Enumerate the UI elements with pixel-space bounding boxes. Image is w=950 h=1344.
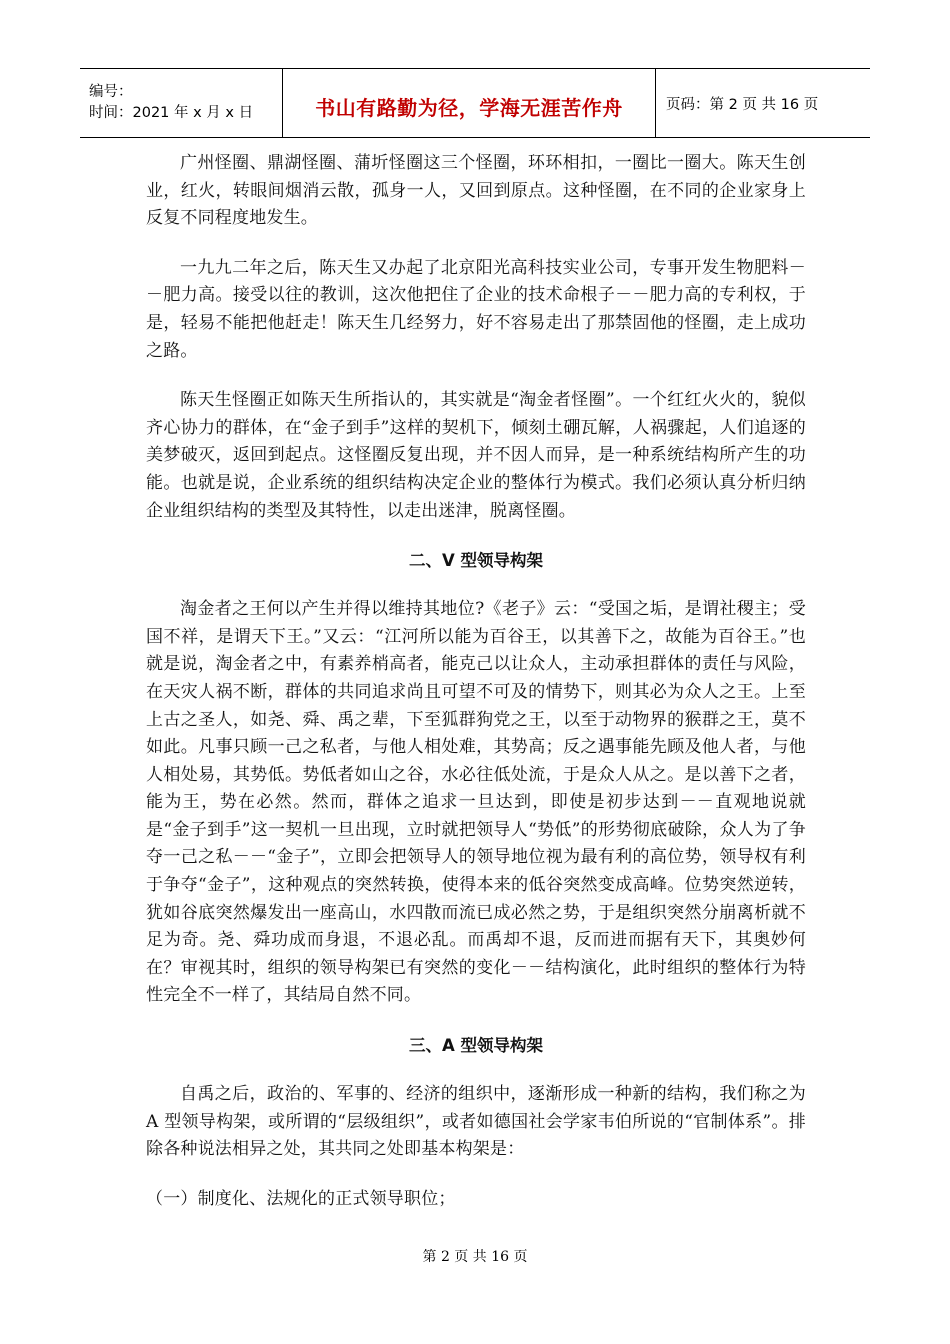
section-heading-2: 二、V 型领导构架 [408, 551, 543, 571]
document-body [146, 150, 806, 1235]
paragraph-3: 陈天生怪圈正如陈天生所指认的，其实就是“淘金者怪圈”。一个红红火火的，貌似齐心协力的群体，在“金子到手”这样的契机下，倾刻土硼瓦解，人祸骤起，人们追逐的美梦破灭，返回到起点。这怪圈反复出现，并不因人而异，是一种系统结构所产生的功能。也就是说，企业系统的组织结构决定企业的整体行为模式。我们必须认真分析归纳企业组织结构的类型及其特性，以走出迷津，脱离怪圈。 [146, 390, 806, 521]
section-heading-3: 三、A 型领导构架 [408, 1036, 543, 1056]
header-motto-cell [283, 69, 656, 137]
paragraph-2: 一九九二年之后，陈天生又办起了北京阳光高科技实业公司，专事开发生物肥料－－肥力高。接受以往的教训，这次他把住了企业的技术命根子－－肥力高的专利权，于是，轻易不能把他赶走！陈天生几经努力，好不容易走出了那禁固他的怪圈，走上成功之路。 [146, 257, 806, 361]
paragraph-6: （一）制度化、法规化的正式领导职位； [146, 1188, 456, 1209]
header-meta [80, 69, 283, 137]
page-header [80, 68, 870, 138]
header-number-label: 编号： [89, 84, 133, 100]
header-motto: 书山有路勤为径，学海无涯苦作舟 [315, 95, 623, 120]
paragraph-5: 自禹之后，政治的、军事的、经济的组织中，逐渐形成一种新的结构，我们称之为 A 型领导构架，或所谓的“层级组织”，或者如德国社会学家韦伯所说的“官制体系”。排除各种说法相异之处，其共同之处即基本构架是： [146, 1084, 806, 1160]
page-footer: 第 2 页 共 16 页 [422, 1249, 528, 1265]
header-page-info: 页码：第 2 页 共 16 页 [666, 96, 819, 113]
header-time-label: 时间：2021 年 x 月 x 日 [89, 105, 254, 121]
paragraph-4: 淘金者之王何以产生并得以维持其地位?《老子》云：“受国之垢，是谓社稷主；受国不祥，是谓天下王。”又云：“江河所以能为百谷王，以其善下之，故能为百谷王。”也就是说，淘金者之中，有素养梢高者，能克己以让众人，主动承担群体的责任与风险，在天灾人祸不断，群体的共同追求尚且可望不可及的情势下，则其必为众人之王。上至上古之圣人，如尧、舜、禹之辈，下至狐群狗党之王，以至于动物界的猴群之王，莫不如此。凡事只顾一己之私者，与他人相处难，其势高；反之遇事能先顾及他人者，与他人相处易，其势低。势低者如山之谷，水必往低处流，于是众人从之。是以善下之者，能为王，势在必然。然而，群体之追求一旦达到，即使是初步达到－－直观地说就是“金子到手”这一契机一旦出现，立时就把领导人“势低”的形势彻底破除，众人为了争夺一己之私－－“金子”，立即会把领导人的领导地位视为最有利的高位势，领导权有利于争夺“金子”，这种观点的突然转换，使得本来的低谷突然变成高峰。位势突然逆转，犹如谷底突然爆发出一座高山，水四散而流已成必然之势，于是组织突然分崩离析就不足为奇。尧、舜功成而身退，不退必乱。而禹却不退，反而进而据有天下，其奥妙何在？审视其时，组织的领导构架已有突然的变化－－结构演化，此时组织的整体行为特性完全不一样了，其结局自然不同。 [146, 599, 806, 1006]
paragraph-1: 广州怪圈、鼎湖怪圈、蒲圻怪圈这三个怪圈，环环相扣，一圈比一圈大。陈天生创业，红火，转眼间烟消云散，孤身一人，又回到原点。这种怪圈，在不同的企业家身上反复不同程度地发生。 [146, 153, 806, 229]
